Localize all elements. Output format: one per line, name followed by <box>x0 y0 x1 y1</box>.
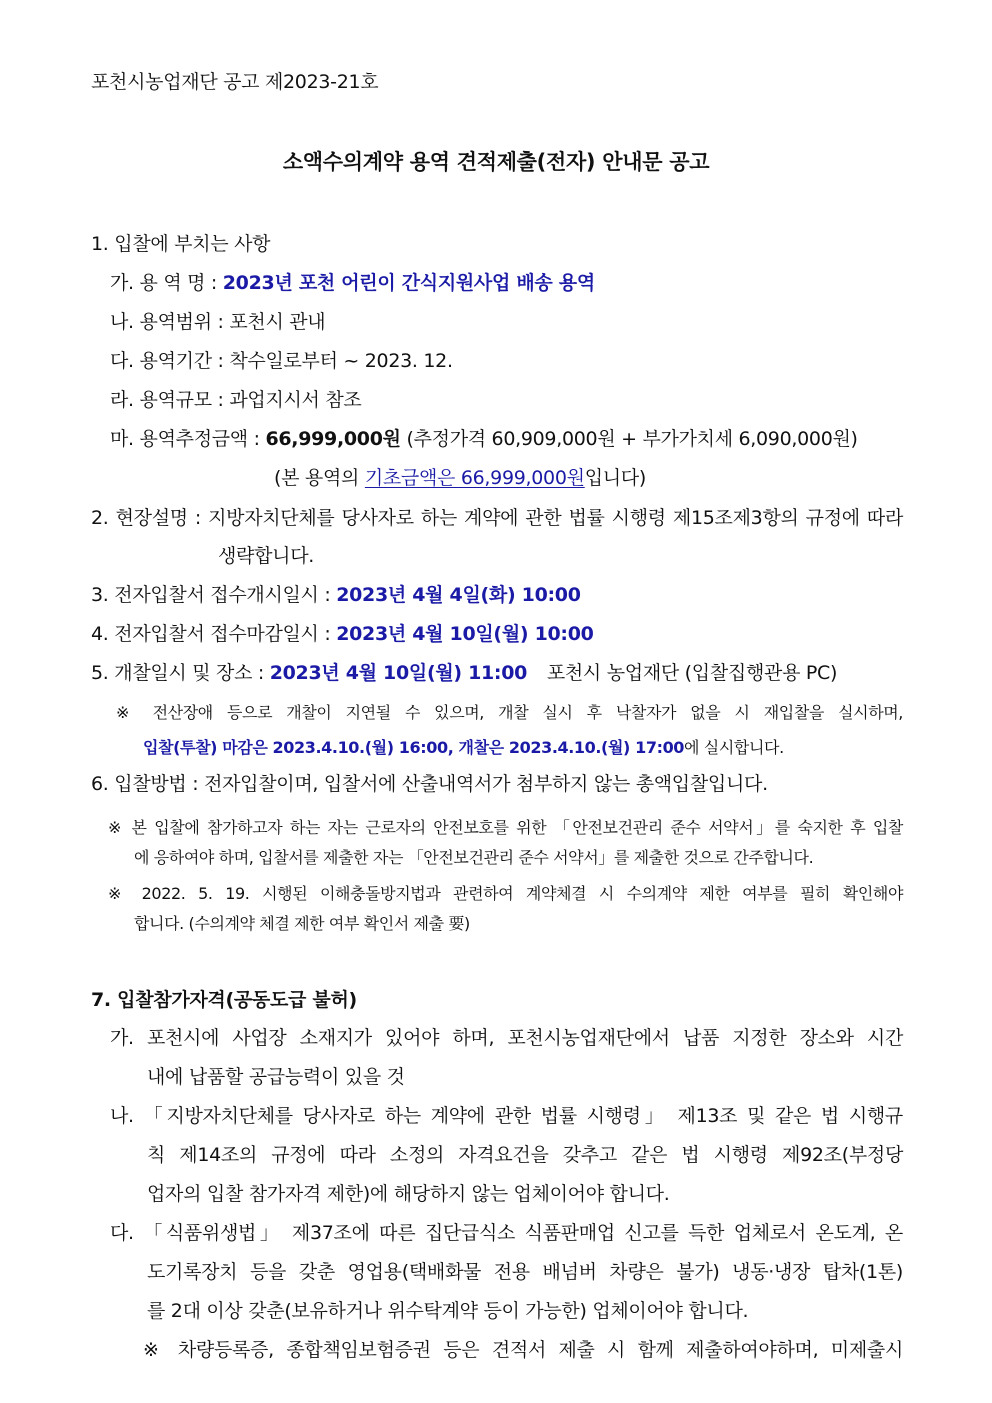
eligibility-c-note: ※ 차량등록증, 종합책임보험증권 등은 견적서 제출 시 함께 제출하여야하며, 미제출시 <box>143 1339 903 1361</box>
estimated-amount-row <box>110 426 858 452</box>
base-amount-prefix: (본 용역의 <box>274 467 360 489</box>
opening-row <box>91 660 837 686</box>
base-amount-value: 기초금액은 66,999,000원 <box>364 467 585 489</box>
base-amount-suffix: 입니다) <box>584 467 646 489</box>
opening-value: 2023년 4월 10일(월) 11:00 <box>269 662 528 684</box>
bid-close-value: 2023년 4월 10일(월) 10:00 <box>336 623 594 645</box>
service-size: 라. 용역규모 : 과업지시서 참조 <box>110 389 362 411</box>
eligibility-c-line-1: 다. 「식품위생법」 제37조에 따른 집단급식소 식품판매업 신고를 득한 업체로서 온도계, 온 <box>110 1222 903 1244</box>
opening-label: 5. 개찰일시 및 장소 : <box>91 662 264 684</box>
notice-number: 포천시농업재단 공고 제2023-21호 <box>91 71 379 93</box>
opening-place: 포천시 농업재단 (입찰집행관용 PC) <box>546 662 838 684</box>
service-name-label: 가. 용 역 명 : <box>110 272 218 294</box>
bid-open-row <box>91 582 581 608</box>
opening-note-line-1: ※ 전산장애 등으로 개찰이 지연될 수 있으며, 개찰 실시 후 낙찰자가 없을 시 재입찰을 실시하며, <box>116 703 903 722</box>
estimated-amount-detail: (추정가격 60,909,000원 + 부가가치세 6,090,000원) <box>406 428 858 450</box>
page-title: 소액수의계약 용역 견적제출(전자) 안내문 공고 <box>282 150 710 174</box>
eligibility-c-line-3: 를 2대 이상 갖춘(보유하거나 위수탁계약 등이 가능한) 업체이어야 합니다. <box>147 1300 749 1322</box>
eligibility-a-line-1: 가. 포천시에 사업장 소재지가 있어야 하며, 포천시농업재단에서 납품 지정한 장소와 시간 <box>110 1027 903 1049</box>
section-2-line-2: 생략합니다. <box>218 545 315 567</box>
conflict-note-line-1: ※ 2022. 5. 19. 시행된 이해충돌방지법과 관련하여 계약체결 시 수의계약 제한 여부를 필히 확인해야 <box>108 884 903 903</box>
opening-note-suffix: 에 실시합니다. <box>684 738 784 757</box>
eligibility-c-line-2: 도기록장치 등을 갖춘 영업용(택배화물 전용 배넘버 차량은 불가) 냉동·냉장 탑차(1톤) <box>147 1261 903 1283</box>
section-1-heading: 1. 입찰에 부치는 사항 <box>91 233 271 255</box>
conflict-note-line-2: 합니다. (수의계약 체결 제한 여부 확인서 제출 要) <box>134 914 470 933</box>
bid-close-label: 4. 전자입찰서 접수마감일시 : <box>91 623 331 645</box>
opening-note-line-2 <box>143 737 784 759</box>
section-2-line-1: 2. 현장설명 : 지방자치단체를 당사자로 하는 계약에 관한 법률 시행령 제15조제3항의 규정에 따라 <box>91 507 903 529</box>
bid-method: 6. 입찰방법 : 전자입찰이며, 입찰서에 산출내역서가 첨부하지 않는 총액입찰입니다. <box>91 773 768 795</box>
estimated-amount-label: 마. 용역추정금액 : <box>110 428 260 450</box>
opening-note-deadline: 입찰(투찰) 마감은 2023.4.10.(월) 16:00, 개찰은 2023.4.10.(월) 17:00 <box>143 738 685 757</box>
safety-note-line-2: 에 응하여야 하며, 입찰서를 제출한 자는 「안전보건관리 준수 서약서」를 제출한 것으로 간주합니다. <box>134 848 814 867</box>
estimated-amount-value: 66,999,000원 <box>265 428 401 450</box>
bid-open-value: 2023년 4월 4일(화) 10:00 <box>336 584 581 606</box>
eligibility-b-line-3: 업자의 입찰 참가자격 제한)에 해당하지 않는 업체이어야 합니다. <box>147 1183 670 1205</box>
service-period: 다. 용역기간 : 착수일로부터 ~ 2023. 12. <box>110 350 453 372</box>
bid-open-label: 3. 전자입찰서 접수개시일시 : <box>91 584 331 606</box>
bid-close-row <box>91 621 594 647</box>
base-amount-row <box>274 465 646 491</box>
eligibility-a-line-2: 내에 납품할 공급능력이 있을 것 <box>147 1066 405 1088</box>
eligibility-b-line-2: 칙 제14조의 규정에 따라 소정의 자격요건을 갖추고 같은 법 시행령 제92조(부정당 <box>147 1144 903 1166</box>
eligibility-b-line-1: 나. 「지방자치단체를 당사자로 하는 계약에 관한 법률 시행령」 제13조 및 같은 법 시행규 <box>110 1105 903 1127</box>
safety-note-line-1: ※ 본 입찰에 참가하고자 하는 자는 근로자의 안전보호를 위한 「안전보건관리 준수 서약서」를 숙지한 후 입찰 <box>108 818 903 837</box>
service-name-value: 2023년 포천 어린이 간식지원사업 배송 용역 <box>222 272 595 294</box>
section-7-heading: 7. 입찰참가자격(공동도급 불허) <box>91 989 357 1011</box>
service-name-row <box>110 270 595 296</box>
service-scope: 나. 용역범위 : 포천시 관내 <box>110 311 326 333</box>
